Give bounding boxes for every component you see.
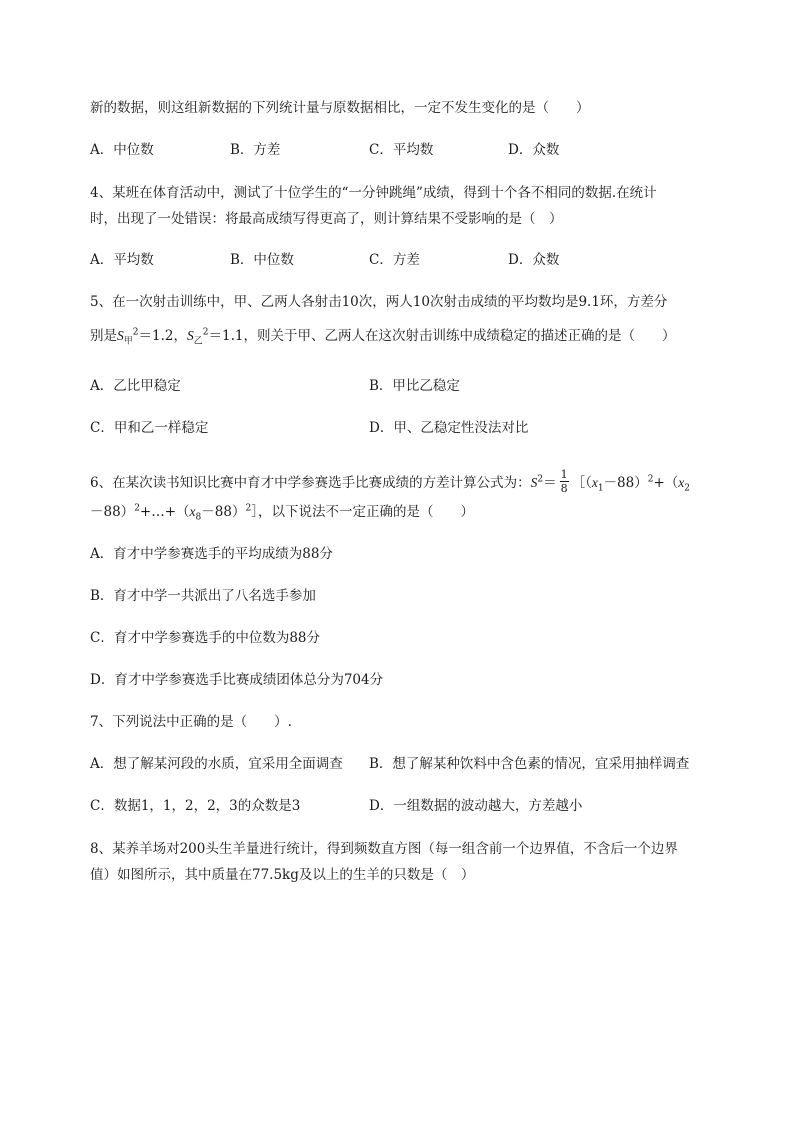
q6-sub2: 2: [684, 483, 691, 494]
q4-option-d[interactable]: D．众数: [508, 252, 560, 268]
q6-line2-b: +…+（: [139, 504, 190, 520]
q5-value-jia: ＝1.2，: [138, 328, 187, 344]
q7-option-a[interactable]: A．想了解某河段的水质，宜采用全面调查: [90, 756, 343, 772]
q6-line2-a: －88）: [90, 504, 135, 520]
q5-stem-line1: 5、在一次射击训练中，甲、乙两人各射击10次，两人10次射击成绩的平均数均是9.1环，方差分: [90, 294, 668, 310]
q6-stem-line2: [90, 502, 474, 522]
q4-stem-line1: 4、某班在体育活动中，测试了十位学生的“一分钟跳绳”成绩，得到十个各不相同的数据.在统计: [90, 185, 657, 201]
q6-frac-den: 8: [560, 482, 568, 495]
q5-sub-jia: 甲: [123, 336, 133, 347]
q6-frac-num: 1: [560, 468, 568, 481]
q6-sub1: 1: [597, 483, 604, 494]
q5-value-yi: ＝1.1，则关于甲、乙两人在这次射击训练中成绩稳定的描述正确的是（ ）: [208, 328, 676, 344]
q3-option-d[interactable]: D．众数: [508, 142, 560, 158]
q6-formula-sup: 2: [537, 474, 544, 485]
q6-part1: ［（: [571, 475, 592, 491]
q6-line2-c: －88）: [201, 504, 246, 520]
q6-fraction: [560, 468, 569, 495]
q6-option-c[interactable]: C．育才中学参赛选手的中位数为88分: [90, 630, 321, 646]
q6-line2-d: ］，以下说法不一定正确的是（ ）: [251, 504, 474, 520]
q8-stem-line2: 值）如图所示，其中质量在77.5kg及以上的生羊的只数是（ ）: [90, 867, 475, 883]
q4-option-b[interactable]: B．中位数: [230, 252, 294, 268]
q4-option-a[interactable]: A．平均数: [90, 252, 154, 268]
q5-s-jia: S: [117, 328, 124, 343]
q7-option-c[interactable]: C．数据1，1，2，2，3的众数是3: [90, 798, 301, 814]
q4-option-c[interactable]: C．方差: [369, 252, 420, 268]
q3-option-c[interactable]: C．平均数: [369, 142, 434, 158]
q8-stem-line1: 8、某养羊场对200头生羊量进行统计，得到频数直方图（每一组含前一个边界值，不含后一个边界: [90, 841, 678, 857]
q5-stem-line2: [90, 326, 675, 346]
q6-sup-c: 2: [245, 503, 252, 514]
q6-prefix: 6、在某次读书知识比赛中育才中学参赛选手比赛成绩的方差计算公式为：: [90, 475, 531, 491]
q5-option-d[interactable]: D．甲、乙稳定性没法对比: [369, 420, 529, 436]
q6-sup-a: 2: [647, 474, 654, 485]
q6-option-d[interactable]: D．育才中学参赛选手比赛成绩团体总分为704分: [90, 672, 384, 688]
q6-option-b[interactable]: B．育才中学一共派出了八名选手参加: [90, 588, 316, 604]
q6-sup-b: 2: [134, 503, 140, 514]
q6-option-a[interactable]: A．育才中学参赛选手的平均成绩为88分: [90, 546, 333, 562]
q6-sub8: 8: [195, 512, 202, 523]
q5-prefix: 别是: [90, 328, 117, 344]
q7-option-d[interactable]: D．一组数据的波动越大，方差越小: [369, 798, 583, 814]
q6-x2: x: [678, 475, 685, 490]
q4-stem-line2: 时，出现了一处错误：将最高成绩写得更高了，则计算结果不受影响的是（ ）: [90, 211, 563, 227]
q6-plus: +（: [653, 475, 679, 491]
q6-stem-line1: [90, 470, 690, 497]
q5-s-yi: S: [186, 328, 194, 343]
q3-stem-tail: 新的数据，则这组新数据的下列统计量与原数据相比，一定不发生变化的是（ ）: [90, 100, 590, 116]
q5-option-b[interactable]: B．甲比乙稳定: [369, 378, 460, 394]
q6-x1: x: [591, 475, 598, 490]
q7-stem: 7、下列说法中正确的是（ ）.: [90, 714, 292, 730]
q3-option-a[interactable]: A．中位数: [90, 142, 154, 158]
q6-formula-eq: ＝: [543, 475, 557, 491]
q7-option-b[interactable]: B．想了解某种饮料中含色素的情况，宜采用抽样调查: [369, 756, 690, 772]
q5-sup-jia: 2: [132, 327, 139, 338]
q6-minus88-a: －88）: [603, 475, 648, 491]
q5-sup-yi: 2: [202, 327, 209, 338]
q5-sub-yi: 乙: [193, 336, 203, 347]
q6-formula-s: S: [530, 475, 538, 490]
q5-option-c[interactable]: C．甲和乙一样稳定: [90, 420, 209, 436]
q3-option-b[interactable]: B．方差: [230, 142, 281, 158]
q6-x8: x: [189, 504, 196, 519]
q5-option-a[interactable]: A．乙比甲稳定: [90, 378, 181, 394]
